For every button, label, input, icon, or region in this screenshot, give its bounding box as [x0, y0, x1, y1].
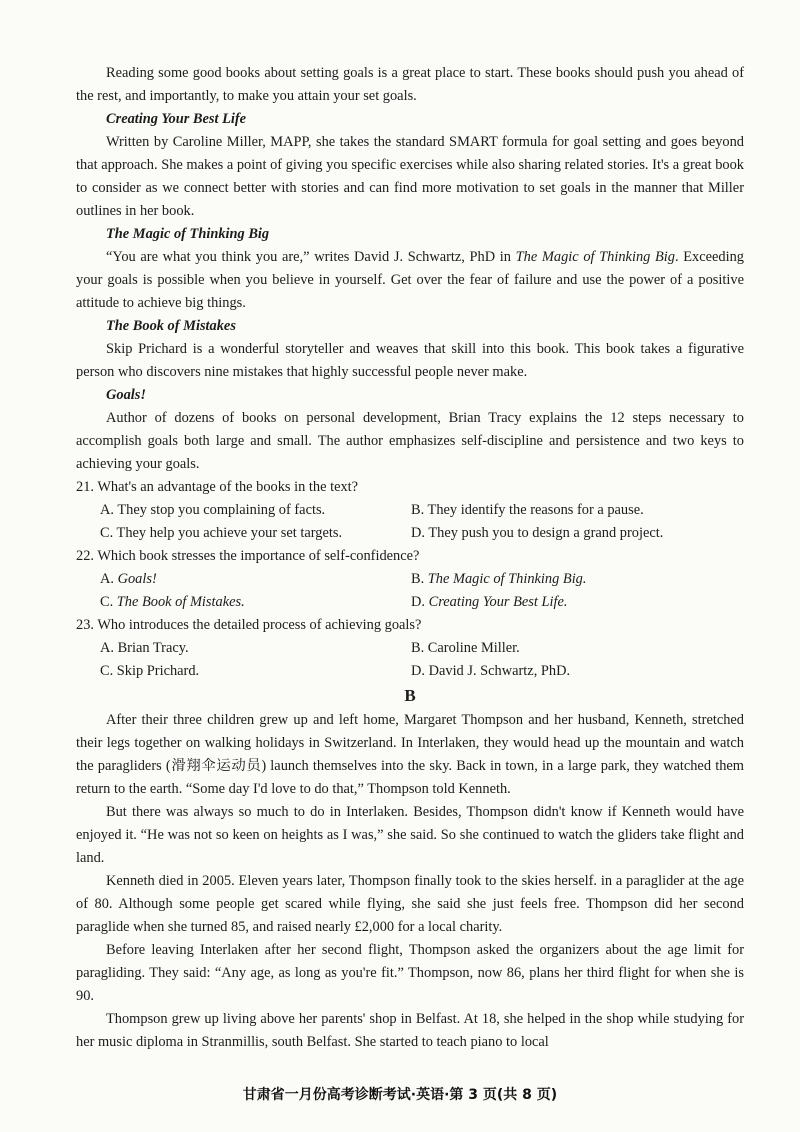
option-text: The Book of Mistakes. [116, 594, 245, 610]
book-description [76, 246, 744, 315]
option-b: B. Caroline Miller. [411, 640, 520, 656]
option-text: Creating Your Best Life. [428, 594, 568, 610]
book-title: Creating Your Best Life [106, 111, 247, 127]
option-letter: A. [100, 571, 118, 587]
page-content [76, 62, 744, 1054]
book-description: Written by Caroline Miller, MAPP, she takes the standard SMART formula for goal setting and goes beyond that approach. She makes a point of giving you specific exercises while also sharing related stories. It's a great book to consider as we connect better with stories and can find more motivation to set goals in the manner that Miller outlines in her book. [76, 134, 744, 219]
option-text: Goals! [117, 571, 157, 587]
option-letter: D. [411, 594, 429, 610]
page-footer: 甘肃省一月份高考诊断考试·英语·第 3 页(共 8 页) [242, 1087, 558, 1103]
option-c: C. They help you achieve your set targets. [100, 525, 343, 541]
option-c: C. Skip Prichard. [100, 663, 200, 679]
passage-paragraph: After their three children grew up and left home, Margaret Thompson and her husband, Kenneth, stretched their legs together on walking holidays in Switzerland. In Interlaken, they would head up the mountain and watch the paragliders (滑翔伞运动员) launch themselves into the sky. Back in town, in a large park, they watched them return to the earth. “Some day I'd love to do that,” Thompson told Kenneth. [76, 712, 744, 797]
option-a: A. Brian Tracy. [100, 640, 189, 656]
book-title: The Book of Mistakes [106, 318, 236, 334]
option-b: B. They identify the reasons for a pause. [411, 502, 644, 518]
question-stem: 23. Who introduces the detailed process of achieving goals? [76, 617, 422, 633]
question-stem: 22. Which book stresses the importance of self-confidence? [76, 548, 420, 564]
book-title: Goals! [106, 387, 146, 403]
book-description: Skip Prichard is a wonderful storyteller and weaves that skill into this book. This book takes a figurative person who discovers nine mistakes that highly successful people never make. [76, 341, 744, 380]
book-description: Author of dozens of books on personal development, Brian Tracy explains the 12 steps necessary to accomplish goals both large and small. The author emphasizes self-discipline and persistence and two keys to achieving your goals. [76, 410, 744, 472]
question-options [76, 637, 744, 683]
passage-paragraph: Kenneth died in 2005. Eleven years later, Thompson finally took to the skies herself. in a paraglider at the age of 80. Although some people get scared while flying, she said she just feels free. Thompson did her second paraglide when she turned 85, and raised nearly £2,000 for a local charity. [76, 873, 744, 935]
quote-text: “You are what you think you are,” writes David J. Schwartz, PhD in [106, 249, 516, 265]
intro-paragraph: Reading some good books about setting goals is a great place to start. These books should push you ahead of the rest, and importantly, to make you attain your set goals. [76, 65, 744, 104]
italic-book-title: The Magic of Thinking Big [515, 249, 675, 265]
passage-paragraph: But there was always so much to do in Interlaken. Besides, Thompson didn't know if Kenneth would have enjoyed it. “He was not so keen on heights as I was,” she said. So she continued to watch the gliders take flight and land. [76, 804, 744, 866]
section-heading: B [404, 686, 416, 705]
question-options [76, 568, 744, 614]
passage-paragraph: Thompson grew up living above her parents' shop in Belfast. At 18, she helped in the shop while studying for her music diploma in Stranmillis, south Belfast. She started to teach piano to local [76, 1011, 744, 1050]
option-d [411, 591, 744, 614]
option-a: A. They stop you complaining of facts. [100, 502, 326, 518]
question-options [76, 499, 744, 545]
option-d: D. David J. Schwartz, PhD. [411, 663, 571, 679]
option-text: The Magic of Thinking Big. [427, 571, 587, 587]
option-letter: C. [100, 594, 117, 610]
passage-paragraph: Before leaving Interlaken after her second flight, Thompson asked the organizers about the age limit for paragliding. They said: “Any age, as long as you're fit.” Thompson, now 86, plans her third flight for when she is 90. [76, 942, 744, 1004]
option-a [100, 568, 411, 591]
option-letter: B. [411, 571, 428, 587]
quote-rest: . Exceeding your goals is possible when you believe in yourself. Get over the fear of failure and use the power of a positive attitude to achieve big things. [76, 249, 744, 311]
option-c [100, 591, 411, 614]
option-b [411, 568, 744, 591]
option-d: D. They push you to design a grand project. [411, 525, 664, 541]
question-stem: 21. What's an advantage of the books in the text? [76, 479, 359, 495]
book-title: The Magic of Thinking Big [106, 226, 270, 242]
